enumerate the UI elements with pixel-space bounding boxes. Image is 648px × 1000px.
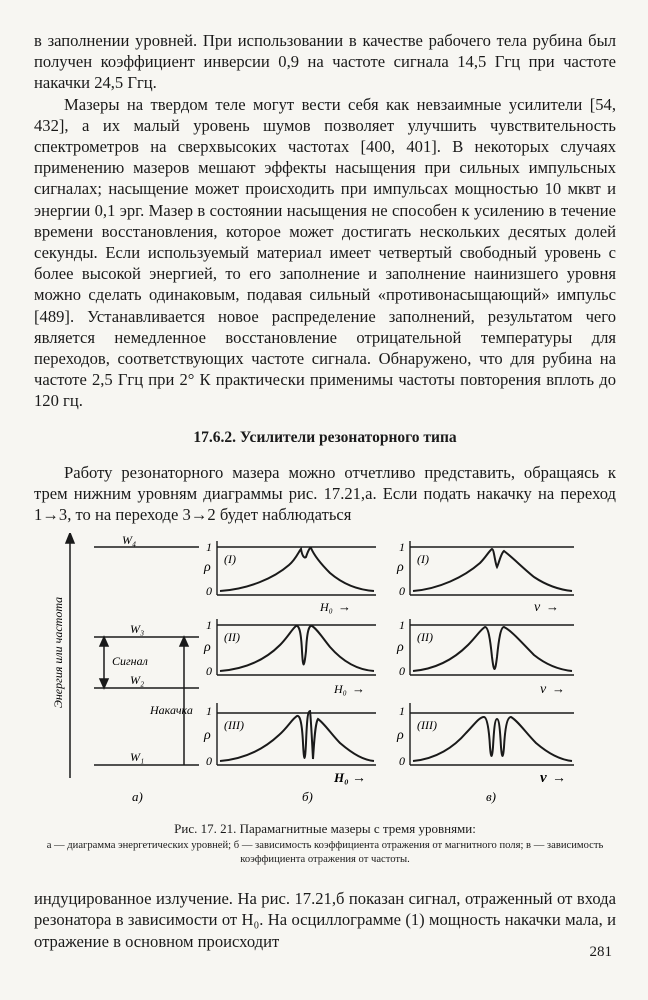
b2-tick-zero: 0 xyxy=(206,664,212,679)
page-body xyxy=(34,30,616,952)
panel-b-label: б) xyxy=(302,789,313,805)
paragraph-continuation: в заполнении уровней. При использовании в качестве рабочего тела рубина был получен коэффициент инверсии 0,9 на частоте сигнала 14,5 Ггц при частоте накачки 24,5 Ггц. xyxy=(34,31,616,93)
c3-tick-zero: 0 xyxy=(399,754,405,769)
b1-tick-one: 1 xyxy=(206,540,212,555)
curve-b1 xyxy=(220,548,374,591)
b2-tick-one: 1 xyxy=(206,618,212,633)
c2-tick-one: 1 xyxy=(399,618,405,633)
c3-nu: ν xyxy=(540,770,547,787)
c2-nu: ν xyxy=(540,682,547,698)
b1-trace-label: (I) xyxy=(224,552,236,567)
c1-tick-one: 1 xyxy=(399,540,405,555)
pump-label: Накачка xyxy=(150,703,193,718)
b2-x-arrow-icon: → xyxy=(352,681,365,697)
c1-trace-label: (I) xyxy=(417,552,429,567)
curve-b2 xyxy=(220,626,374,671)
b3-x-arrow-icon: → xyxy=(352,771,366,787)
energy-axis-label: Энергия или частота xyxy=(51,597,65,709)
paragraph-masers-solid: Мазеры на твердом теле могут вести себя как невзаимные усилители [54, 432], а их малый уровень шумов позволяет улучшить чувствительность спектрометров на сверхвысоких частотах [400, 401]. В некоторых случаях применению мазеров мешают эффекты насыщения при сильных импульсных сигналах; насыщение может происходить при импульсах мощностью 10 мквт и энергии 0,1 эрг. Мазер в состоянии насыщения не способен к усилению в течение времени восстановления, которое может достигать нескольких десятых долей секунды. Если используемый материал имеет четвертый свободный уровень с более высокой энергией, то его заполнение и заполнение наинизшего уровня можно сделать одинаковым, подавая сильный «противонасыщающий» импульс [489]. Устанавливается новое распределение заполнений, результатом чего является немедленное восстановление отрицательной температуры для переходов, соответствующих частоте сигнала. Обнаружено, что для рубина на частоте 2,5 Ггц при 2° К практически применимы частоты повторения вплоть до 120 гц. xyxy=(34,94,616,411)
section-heading: 17.6.2. Усилители резонаторного типа xyxy=(193,428,457,446)
figure-caption-detail: а — диаграмма энергетических уровней; б — зависимость коэффициента отражения от магнитного поля; в — зависимость коэффициента отражения от частоты. xyxy=(46,840,604,865)
figure-drawing xyxy=(34,533,616,813)
figure-caption: Рис. 17. 21. Парамагнитные мазеры с тремя уровнями: xyxy=(174,821,476,837)
energy-axis-arrow-icon xyxy=(66,533,74,543)
label-w1: W₁ xyxy=(130,750,145,765)
curve-c1 xyxy=(413,549,572,591)
label-w4: W₄ xyxy=(122,533,137,548)
panel-c-label: в) xyxy=(486,789,496,805)
b1-x-label: H₀ xyxy=(320,600,333,615)
b2-rho: ρ xyxy=(204,640,211,656)
b2-trace-label: (II) xyxy=(224,630,240,645)
c3-tick-one: 1 xyxy=(399,704,405,719)
c2-x-arrow-icon: → xyxy=(552,681,565,697)
label-w3: W₃ xyxy=(130,622,145,637)
c3-x-arrow-icon: → xyxy=(552,771,566,787)
figure-17-21 xyxy=(34,533,616,813)
b3-tick-one: 1 xyxy=(206,704,212,719)
pump-arrow-icon xyxy=(180,637,188,646)
panel-a-label: а) xyxy=(132,789,143,805)
b3-x-label: H₀ xyxy=(334,770,349,786)
label-w2: W₂ xyxy=(130,673,145,688)
b1-tick-zero: 0 xyxy=(206,584,212,599)
resonance-curves xyxy=(220,548,572,761)
c3-trace-label: (III) xyxy=(417,718,437,733)
c2-rho: ρ xyxy=(397,640,404,656)
c2-tick-zero: 0 xyxy=(399,664,405,679)
c3-rho: ρ xyxy=(397,728,404,744)
b1-rho: ρ xyxy=(204,560,211,576)
c1-tick-zero: 0 xyxy=(399,584,405,599)
curve-c2 xyxy=(413,627,572,671)
signal-arrow-up-icon xyxy=(100,637,108,646)
c2-trace-label: (II) xyxy=(417,630,433,645)
page-number: 281 xyxy=(589,944,612,960)
b3-tick-zero: 0 xyxy=(206,754,212,769)
paragraph-induced-emission: индуцированное излучение. На рис. 17.21,б показан сигнал, отраженный от входа резонатора в зависимости от H₀. На осциллограмме (1) мощность накачки мала, и отражение в основном происходит xyxy=(34,889,616,951)
c1-nu: ν xyxy=(534,600,541,616)
b3-trace-label: (III) xyxy=(224,718,244,733)
signal-label: Сигнал xyxy=(112,654,148,669)
signal-arrow-down-icon xyxy=(100,679,108,688)
c1-rho: ρ xyxy=(397,560,404,576)
c1-x-arrow-icon: → xyxy=(546,599,559,615)
paragraph-cavity-maser: Работу резонаторного мазера можно отчетливо представить, обращаясь к трем нижним уровням диаграммы рис. 17.21,а. Если подать накачку на переход 1→3, то на переходе 3→2 будет наблюдаться xyxy=(34,462,616,525)
b1-x-arrow-icon: → xyxy=(338,599,351,615)
b3-rho: ρ xyxy=(204,728,211,744)
b2-x-label: H₀ xyxy=(334,682,347,697)
